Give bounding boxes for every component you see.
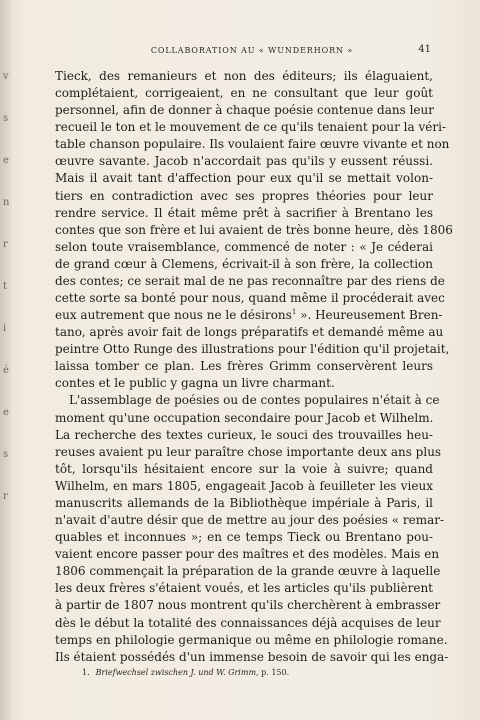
text-line (55, 392, 440, 409)
text-line-content: La recherche des textes curieux, le souci des trouvailles heu- (55, 427, 433, 442)
facing-page-letter: e (3, 155, 9, 166)
text-line-content: Tieck, des remanieurs et non des éditeurs; ils élaguaient, (55, 69, 433, 83)
text-line (55, 324, 444, 341)
facing-page-letter: e (3, 407, 9, 418)
text-line (55, 205, 433, 222)
text-line (55, 222, 453, 239)
text-line (55, 427, 433, 444)
page-number: 41 (418, 44, 431, 55)
text-line-content: contes et le public y gagna un livre charmant. (55, 376, 335, 391)
footnote-reference: , p. 150. (256, 668, 290, 677)
text-line (55, 546, 440, 563)
body-text (55, 68, 453, 666)
text-line (55, 580, 433, 597)
text-line-tail: ». Heureusement Bren- (296, 308, 443, 323)
text-line (55, 170, 433, 187)
text-line-content: Ils étaient possédés d'un immense besoin de savoir qui les enga- (55, 649, 449, 664)
text-line-content: complétaient, corrigeaient, en ne consultant que leur goût (55, 86, 433, 101)
text-line (55, 188, 433, 205)
text-line (55, 102, 433, 119)
text-line (55, 461, 433, 478)
text-line-content: personnel, afin de donner à chaque poésie contenue dans leur (55, 103, 434, 118)
text-line-content: 1806 commençait la préparation de la grande œuvre à laquelle (55, 564, 441, 579)
text-line (55, 649, 449, 666)
text-line (55, 256, 433, 273)
text-line-content: tôt, lorsqu'ils hésitaient encore sur la voie à suivre; quand (55, 461, 433, 476)
text-line-content: œuvre savante. Jacob n'accordait pas qu'ils y eussent réussi. (55, 154, 433, 169)
text-line-content: manuscrits allemands de la Bibliothèque impériale à Paris, il (55, 495, 433, 510)
text-line (55, 290, 445, 307)
text-line (55, 444, 442, 461)
facing-page-letter: s (3, 113, 9, 124)
running-head: COLLABORATION AU « WUNDERHORN » (150, 46, 354, 55)
facing-page-letter: i (3, 323, 7, 334)
text-line (55, 136, 450, 153)
text-line (55, 341, 450, 358)
facing-page-letter: s (3, 449, 9, 460)
facing-page-letter: r (3, 239, 8, 250)
text-line-content: reuses avaient pu leur paraître chose importante deux ans plus (55, 444, 442, 459)
text-line (55, 563, 441, 580)
text-line (55, 410, 433, 427)
footnote (82, 668, 412, 678)
footnote-number: 1. (82, 668, 90, 677)
text-line-content: temps en philologie germanique ou même en philologie romane. (55, 632, 448, 647)
footnote-marker: 1 (291, 308, 297, 317)
text-line-content: quables et inconnues »; en ce temps Tieck ou Brentano pou- (55, 530, 433, 545)
text-line-content: moment qu'une occupation secondaire pour Jacob et Wilhelm. (55, 410, 434, 425)
text-line (55, 632, 448, 649)
text-line-content: cette sorte sa bonté pour nous, quand même il procéderait avec (55, 291, 445, 306)
text-line (55, 512, 445, 529)
text-line-content: rendre service. Il était même prêt à sacrifier à Brentano les (55, 205, 433, 220)
text-line (55, 495, 433, 512)
facing-page-letter: r (3, 491, 8, 502)
text-line-content: tiers en contradiction avec ses propres théories pour leur (55, 188, 433, 203)
text-line (55, 68, 433, 85)
facing-page-letter: é (3, 365, 9, 376)
footnote-title: Briefwechsel zwischen J. und W. Grimm (95, 668, 257, 677)
text-line-content: contes que son frère et lui avaient de très bonne heure, dès 1806 (55, 222, 453, 237)
text-line-content: à partir de 1807 nous montrent qu'ils cherchèrent à embrasser (55, 598, 441, 613)
text-line-content: Wilhelm, en mars 1805, engageait Jacob à feuilleter les vieux (55, 478, 433, 493)
text-line (55, 273, 445, 290)
text-line-content: selon toute vraisemblance, commencé de noter : « Je céderai (55, 239, 433, 254)
text-line-content: peintre Otto Runge des illustrations pour l'édition qu'il projetait, (55, 342, 450, 357)
text-line (55, 153, 433, 170)
text-line (55, 597, 441, 614)
text-line-content: de grand cœur à Clemens, écrivait-il à son frère, la collection (55, 256, 433, 271)
text-line-content: les deux frères s'étaient voués, et les articles qu'ils publièrent (55, 581, 434, 596)
text-line (55, 307, 443, 324)
text-line-content: n'avait d'autre désir que de mettre au jour des poésies « remar- (55, 513, 445, 528)
text-line-content: eux autrement que nous ne le désirons (55, 308, 292, 323)
text-line-content: laissa tomber ce plan. Les frères Grimm conservèrent leurs (55, 359, 433, 374)
text-line-content: L'assemblage de poésies ou de contes populaires n'était à ce (69, 393, 440, 408)
text-line (55, 119, 446, 136)
text-line (55, 85, 433, 102)
text-line (55, 239, 433, 256)
text-line-content: des contes; ce serait mal de ne pas reconnaître par des riens de (55, 273, 445, 288)
facing-page-letter: n (3, 197, 10, 208)
text-line-content: Mais il avait tant d'affection pour eux qu'il se mettait volon- (55, 171, 433, 186)
text-line-content: tano, après avoir fait de longs préparatifs et demandé même au (55, 325, 444, 340)
text-line (55, 529, 433, 546)
text-line-content: dès le début la totalité des connaissances déjà acquises de leur (55, 615, 441, 630)
text-line (55, 375, 433, 392)
adjacent-page-edge (0, 0, 12, 720)
facing-page-letter: v (3, 71, 9, 82)
text-line-content: recueil le ton et le mouvement de ce qu'ils tenaient pour la véri- (55, 120, 446, 135)
text-line-content: vaient encore passer pour des maîtres et des modèles. Mais en (55, 547, 440, 562)
text-line-content: table chanson populaire. Ils voulaient faire œuvre vivante et non (55, 137, 450, 152)
facing-page-letter: t (3, 281, 8, 292)
text-line (55, 358, 433, 375)
text-line (55, 615, 441, 632)
text-line (55, 478, 433, 495)
